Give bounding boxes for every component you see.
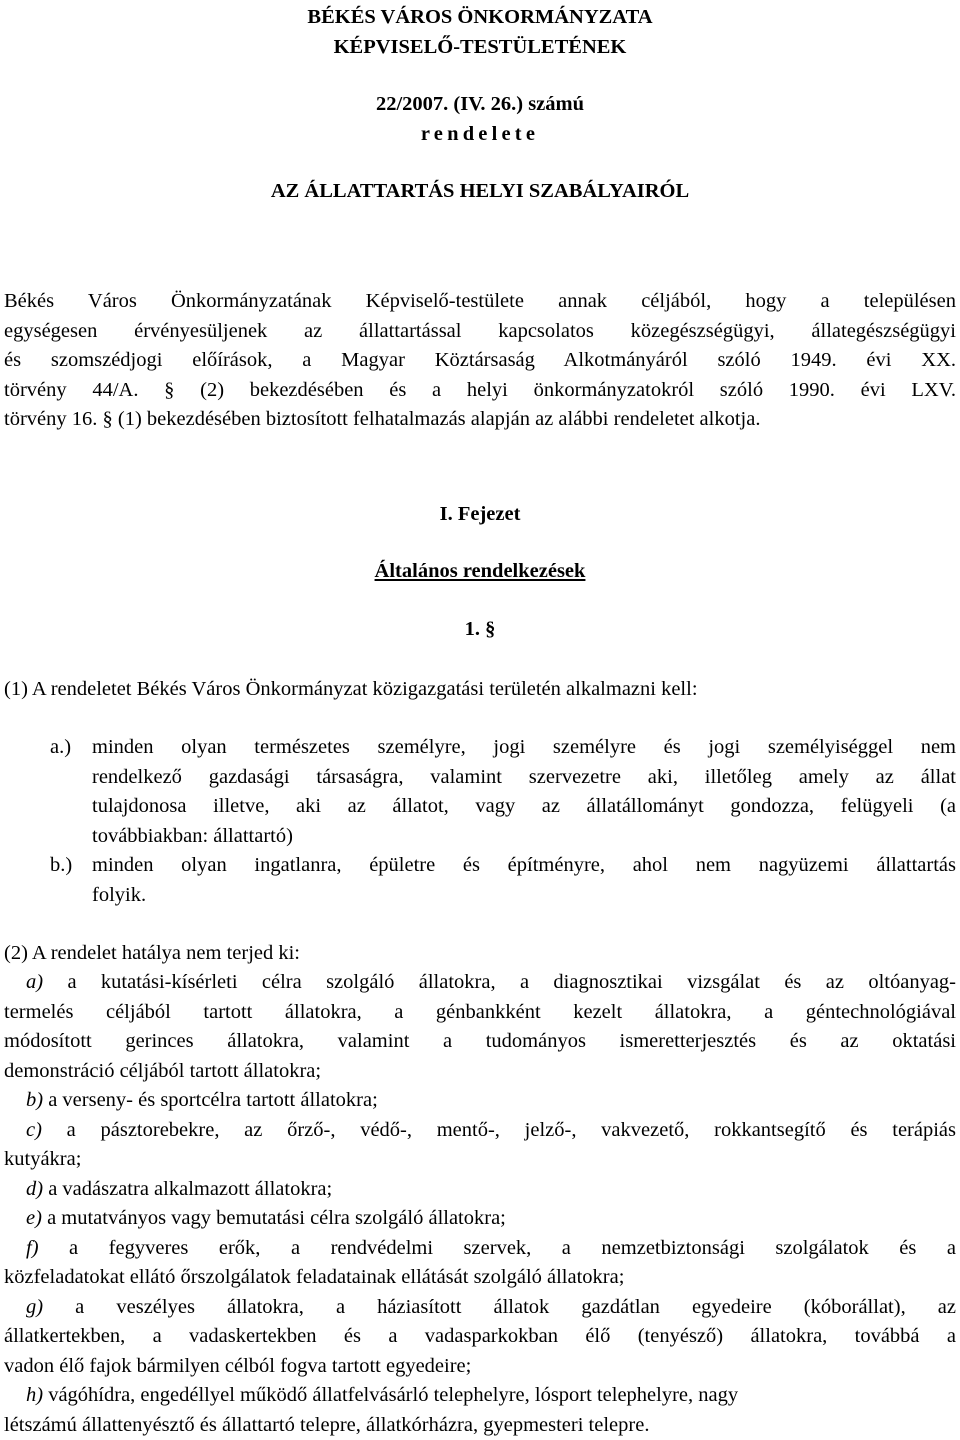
exclusion-line: demonstráció céljából tartott állatokra; xyxy=(4,1057,956,1087)
list-label: a.) xyxy=(50,733,71,763)
list-line: rendelkező gazdasági társaságra, valamint szervezetre aki, illetőleg amely az állat xyxy=(92,763,956,793)
decree-title: AZ ÁLLATTARTÁS HELYI SZABÁLYAIRÓL xyxy=(0,177,960,207)
intro-line: törvény 16. § (1) bekezdésében biztosított felhatalmazás alapján az alábbi rendeletet alkotja. xyxy=(4,405,956,435)
list-line: továbbiakban: állattartó) xyxy=(92,822,956,852)
exclusion-item xyxy=(4,1234,956,1293)
exclusion-item xyxy=(4,1204,956,1234)
intro-line: és szomszédjogi előírások, a Magyar Köztársaság Alkotmányáról szóló 1949. évi XX. xyxy=(4,346,956,376)
exclusion-line: e) a mutatványos vagy bemutatási célra szolgáló állatokra; xyxy=(4,1204,956,1234)
exclusion-line: g) a veszélyes állatokra, a háziasított állatok gazdátlan egyedeire (kóborállat), az xyxy=(4,1293,956,1323)
exclusion-line: termelés céljából tartott állatokra, a génbankként kezelt állatokra, a géntechnológiával xyxy=(4,998,956,1028)
exclusion-line: kutyákra; xyxy=(4,1145,956,1175)
list-line: tulajdonosa illetve, aki az állatot, vagy az állatállományt gondozza, felügyeli (a xyxy=(92,792,956,822)
decree-number: 22/2007. (IV. 26.) számú xyxy=(0,90,960,120)
exclusion-item xyxy=(4,1116,956,1175)
exclusion-item xyxy=(4,968,956,1086)
list-item-body xyxy=(92,851,956,910)
list-item-body xyxy=(92,733,956,851)
item-label: b) xyxy=(26,1089,43,1111)
chapter-title: I. Fejezet xyxy=(0,500,960,530)
section-1-paragraph-1: (1) A rendeletet Békés Város Önkormányzat közigazgatási területén alkalmazni kell: xyxy=(4,675,698,705)
list-item-b xyxy=(50,851,956,910)
exclusion-line: közfeladatokat ellátó őrszolgálatok feladatainak ellátását szolgáló állatokra; xyxy=(4,1263,956,1293)
section-number: 1. § xyxy=(0,615,960,645)
exclusion-line: állatkertekben, a vadaskertekben és a vadasparkokban élő (tenyésző) állatokra, továbbá a xyxy=(4,1322,956,1352)
chapter-subtitle: Általános rendelkezések xyxy=(0,557,960,587)
exclusion-line: vadon élő fajok bármilyen célból fogva tartott egyedeire; xyxy=(4,1352,956,1382)
intro-line: Békés Város Önkormányzatának Képviselő-testülete annak céljából, hogy a településen xyxy=(4,287,956,317)
header-line-2: KÉPVISELŐ-TESTÜLETÉNEK xyxy=(0,33,960,63)
exclusion-item xyxy=(4,1381,956,1440)
item-label: h) xyxy=(26,1384,43,1406)
item-label: g) xyxy=(26,1296,43,1318)
exclusion-line: d) a vadászatra alkalmazott állatokra; xyxy=(4,1175,956,1205)
decree-type: rendelete xyxy=(0,120,960,150)
exclusion-line: a) a kutatási-kísérleti célra szolgáló állatokra, a diagnosztikai vizsgálat és az oltóanyag- xyxy=(4,968,956,998)
exclusion-item xyxy=(4,1175,956,1205)
list-line: minden olyan természetes személyre, jogi személyre és jogi személyiséggel nem xyxy=(92,733,956,763)
list-item-a xyxy=(50,733,956,851)
item-label: a) xyxy=(26,971,43,993)
exclusion-item xyxy=(4,1293,956,1382)
item-label: f) xyxy=(26,1237,39,1259)
list-line: folyik. xyxy=(92,881,956,911)
intro-paragraph xyxy=(4,287,956,435)
exclusion-line: h) vágóhídra, engedéllyel működő állatfelvásárló telephelyre, lósport telephelyre, nagy xyxy=(4,1381,956,1411)
intro-line: egységesen érvényesüljenek az állattartással kapcsolatos közegészségügyi, állategészségügyi xyxy=(4,317,956,347)
section-1-paragraph-2: (2) A rendelet hatálya nem terjed ki: xyxy=(4,939,300,969)
list-line: minden olyan ingatlanra, épületre és építményre, ahol nem nagyüzemi állattartás xyxy=(92,851,956,881)
exclusion-line: f) a fegyveres erők, a rendvédelmi szervek, a nemzetbiztonsági szolgálatok és a xyxy=(4,1234,956,1264)
exclusion-item xyxy=(4,1086,956,1116)
exclusion-list xyxy=(4,968,956,1440)
item-label: d) xyxy=(26,1178,43,1200)
intro-line: törvény 44/A. § (2) bekezdésében és a helyi önkormányzatokról szóló 1990. évi LXV. xyxy=(4,376,956,406)
list-label: b.) xyxy=(50,851,72,881)
item-label: e) xyxy=(26,1207,42,1229)
item-label: c) xyxy=(26,1119,42,1141)
exclusion-line: létszámú állattenyésztő és állattartó telepre, állatkórházra, gyepmesteri telepre. xyxy=(4,1411,956,1440)
exclusion-line: módosított gerinces állatokra, valamint a tudományos ismeretterjesztés és az oktatási xyxy=(4,1027,956,1057)
exclusion-line: b) a verseny- és sportcélra tartott állatokra; xyxy=(4,1086,956,1116)
header-line-1: BÉKÉS VÁROS ÖNKORMÁNYZATA xyxy=(0,3,960,33)
exclusion-line: c) a pásztorebekre, az őrző-, védő-, mentő-, jelző-, vakvezető, rokkantsegítő és terápiás xyxy=(4,1116,956,1146)
